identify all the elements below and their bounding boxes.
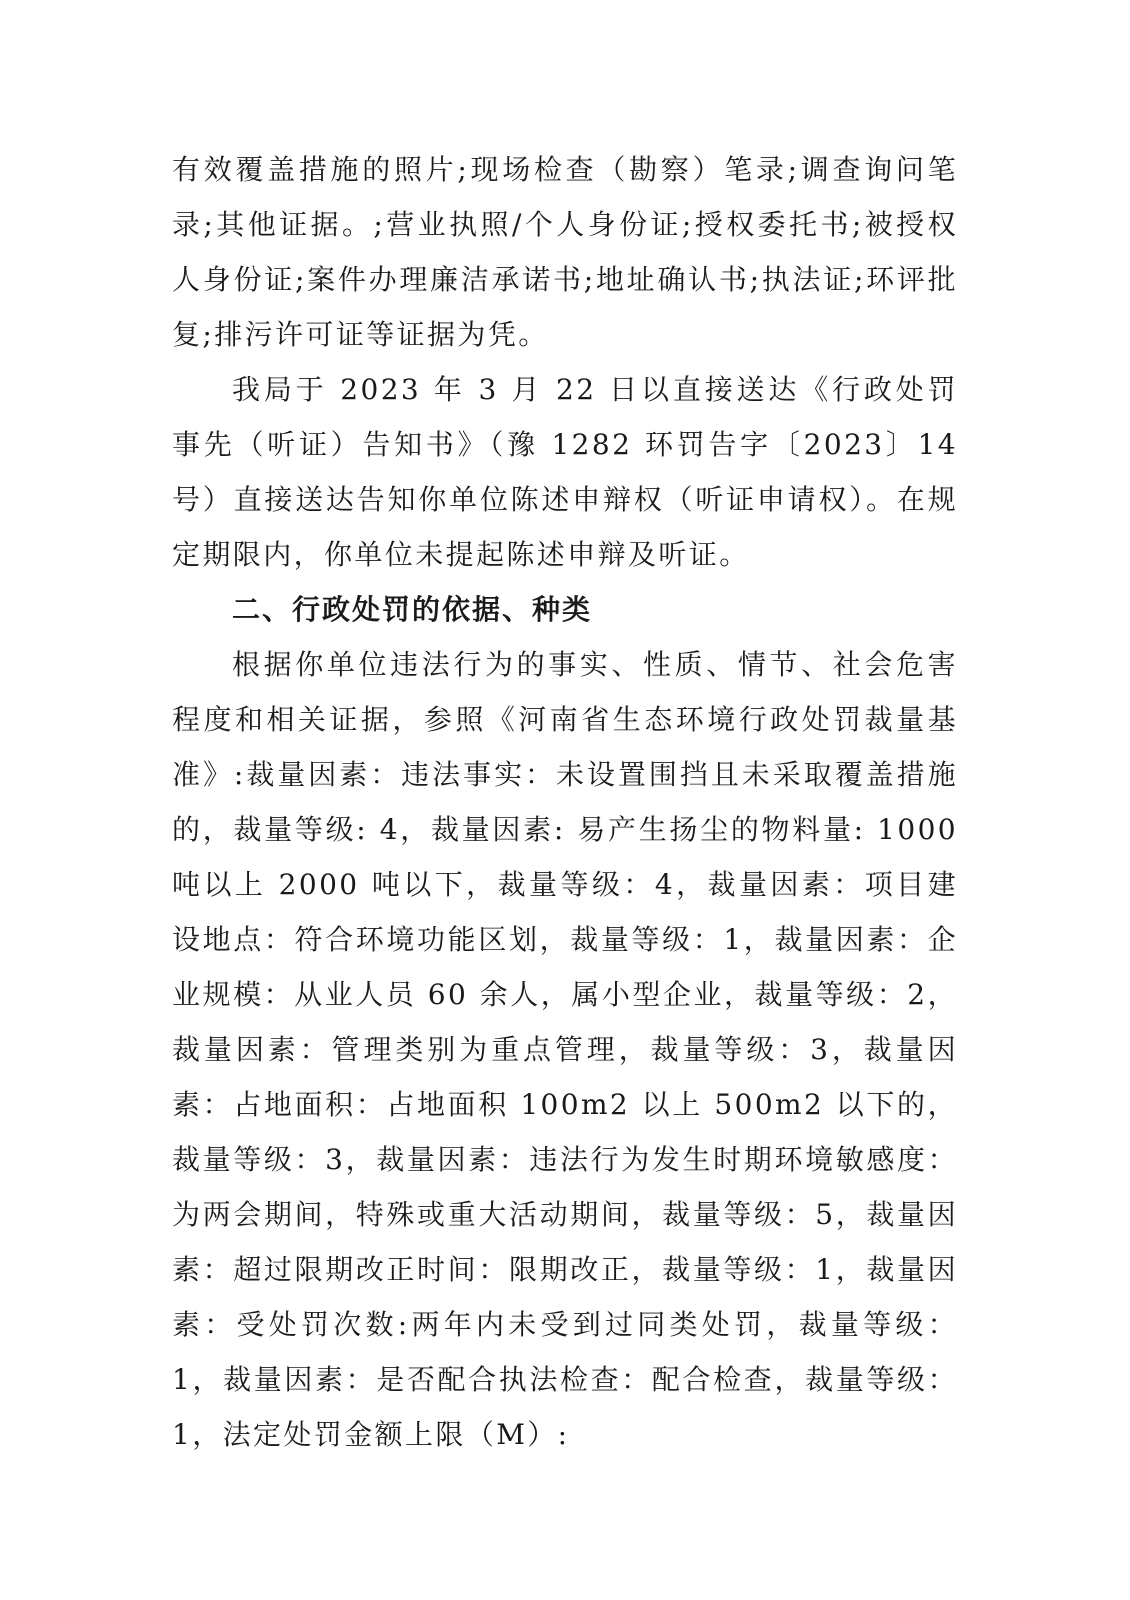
- paragraph-discretion-factors: 根据你单位违法行为的事实、性质、情节、社会危害程度和相关证据，参照《河南省生态环境行政处罚裁量基准》:裁量因素：违法事实：未设置围挡且未采取覆盖措施的，裁量等级: 4，裁量因素: 易产生扬尘的物料量: 1000 吨以上 2000 吨以下，裁量等级：4，裁量因素：项目建设地点：符合环境功能区划，裁量等级：1，裁量因素：企业规模：从业人员 60 余人，属小型企业，裁量等级：2，裁量因素：管理类别为重点管理，裁量等级：3，裁量因素：占地面积：占地面积 100m2 以上 500m2 以下的，裁量等级：3，裁量因素：违法行为发生时期环境敏感度：为两会期间，特殊或重大活动期间，裁量等级：5，裁量因素：超过限期改正时间：限期改正，裁量等级：1，裁量因素：受处罚次数:两年内未受到过同类处罚，裁量等级：1，裁量因素：是否配合执法检查：配合检查，裁量等级：1，法定处罚金额上限（M）:: [172, 648, 958, 1451]
- section-heading: 二、行政处罚的依据、种类: [232, 593, 593, 626]
- paragraph-notification: 我局于 2023 年 3 月 22 日以直接送达《行政处罚事先（听证）告知书》（豫 1282 环罚告字〔2023〕14 号）直接送达告知你单位陈述申辩权（听证申请权）。在规定期限内，你单位未提起陈述申辩及听证。: [172, 373, 958, 571]
- paragraph-evidence-list: 有效覆盖措施的照片;现场检查（勘察）笔录;调查询问笔录;其他证据。;营业执照/个人身份证;授权委托书;被授权人身份证;案件办理廉洁承诺书;地址确认书;执法证;环评批复;排污许可证等证据为凭。: [172, 153, 958, 351]
- document-body: [172, 142, 958, 1462]
